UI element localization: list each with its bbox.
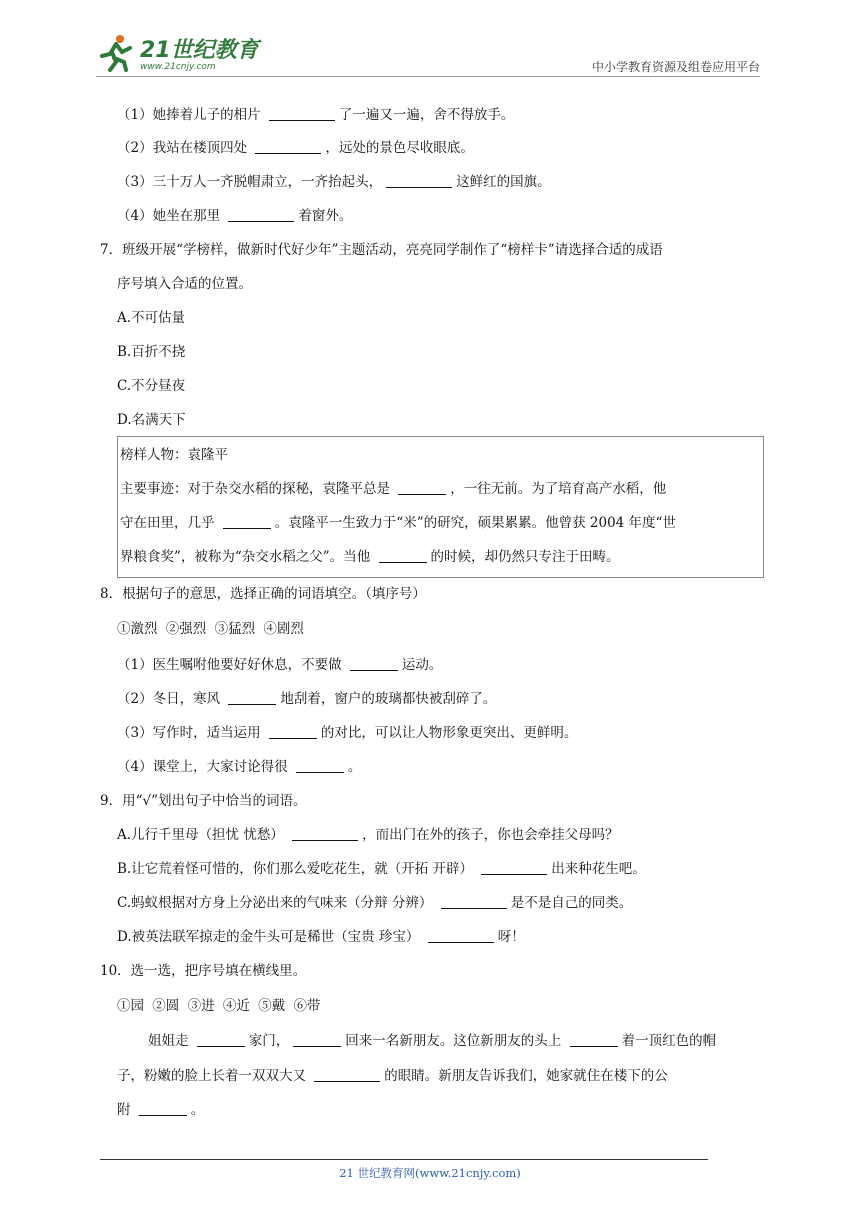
q7-stem-cont: 序号填入合适的位置。 — [117, 276, 252, 292]
footer-text: 21 世纪教育网(www.21cnjy.com) — [339, 1166, 521, 1180]
card-line-2: 主要事迹：对于杂交水稻的探秘，袁隆平总是 ，一往无前。为了培育高产水稻，他 — [120, 481, 667, 497]
q6-item-2: （2）我站在楼顶四处 ，远处的景色尽收眼底。 — [117, 140, 474, 156]
card-line-3: 守在田里，几乎 。袁隆平一生致力于“米”的研究，硕果累累。他曾获 2004 年度“世 — [120, 515, 676, 531]
q7-option-a: A.不可估量 — [117, 310, 186, 326]
q9-item-a: A.儿行千里母（担忧 忧愁） ，而出门在外的孩子，你也会牵挂父母吗？ — [117, 827, 619, 843]
q8-item-1: （1）医生嘱咐他要好好休息，不要做 运动。 — [117, 657, 443, 673]
running-figure-icon — [96, 32, 136, 72]
q10-passage-line-2: 子，粉嫩的脸上长着一双双大又 的眼睛。新朋友告诉我们，她家就住在楼下的公 — [117, 1068, 668, 1084]
q7-option-d: D.名满天下 — [117, 412, 186, 428]
site-logo — [96, 32, 259, 72]
logo-url: www.21cnjy.com — [140, 62, 216, 72]
q8-item-3: （3）写作时，适当运用 的对比，可以让人物形象更突出、更鲜明。 — [117, 725, 578, 741]
q9-item-d: D.被英法联军掠走的金牛头可是稀世（宝贵 珍宝） 呀！ — [117, 929, 525, 945]
q9-item-b: B.让它荒着怪可惜的，你们那么爱吃花生，就（开拓 开辟） 出来种花生吧。 — [117, 861, 646, 877]
q10-passage-line-3: 附 。 — [117, 1102, 205, 1118]
footer-divider — [100, 1159, 708, 1160]
q8-choices: ①激烈 ②强烈 ③猛烈 ④剧烈 — [117, 621, 304, 637]
q8-item-4: （4）课堂上，大家讨论得很 。 — [117, 759, 362, 775]
q9-stem: 9．用“√”划出句子中恰当的词语。 — [100, 793, 307, 809]
q7-option-c: C.不分昼夜 — [117, 378, 186, 394]
q8-item-2: （2）冬日，寒风 地刮着，窗户的玻璃都快被刮碎了。 — [117, 691, 497, 707]
q6-item-3: （3）三十万人一齐脱帽肃立，一齐抬起头， 这鲜红的国旗。 — [117, 174, 551, 190]
page-header — [96, 30, 760, 80]
q10-stem: 10．选一选，把序号填在横线里。 — [100, 963, 307, 979]
header-divider — [96, 76, 760, 77]
card-line-1: 榜样人物：袁隆平 — [120, 447, 228, 463]
logo-title: 21世纪教育 — [140, 38, 259, 63]
q8-stem: 8．根据句子的意思，选择正确的词语填空。（填序号） — [100, 586, 426, 602]
q10-passage-line-1: 姐姐走 家门， 回来一名新朋友。这位新朋友的头上 着一顶红色的帽 — [148, 1033, 717, 1049]
q6-item-1: （1）她捧着儿子的相片 了一遍又一遍，舍不得放手。 — [117, 107, 515, 123]
q7-option-b: B.百折不挠 — [117, 344, 186, 360]
q9-item-c: C.蚂蚁根据对方身上分泌出来的气味来（分辩 分辨） 是不是自己的同类。 — [117, 895, 633, 911]
q6-item-4: （4）她坐在那里 着窗外。 — [117, 208, 353, 224]
q7-stem: 7．班级开展“学榜样，做新时代好少年”主题活动，亮亮同学制作了“榜样卡”请选择合适的成语 — [100, 242, 663, 258]
header-platform-text: 中小学教育资源及组卷应用平台 — [591, 60, 760, 74]
card-line-4: 界粮食奖”，被称为“杂交水稻之父”。当他 的时候，却仍然只专注于田畴。 — [120, 549, 620, 565]
q10-choices: ①园 ②圆 ③进 ④近 ⑤戴 ⑥带 — [117, 998, 321, 1014]
